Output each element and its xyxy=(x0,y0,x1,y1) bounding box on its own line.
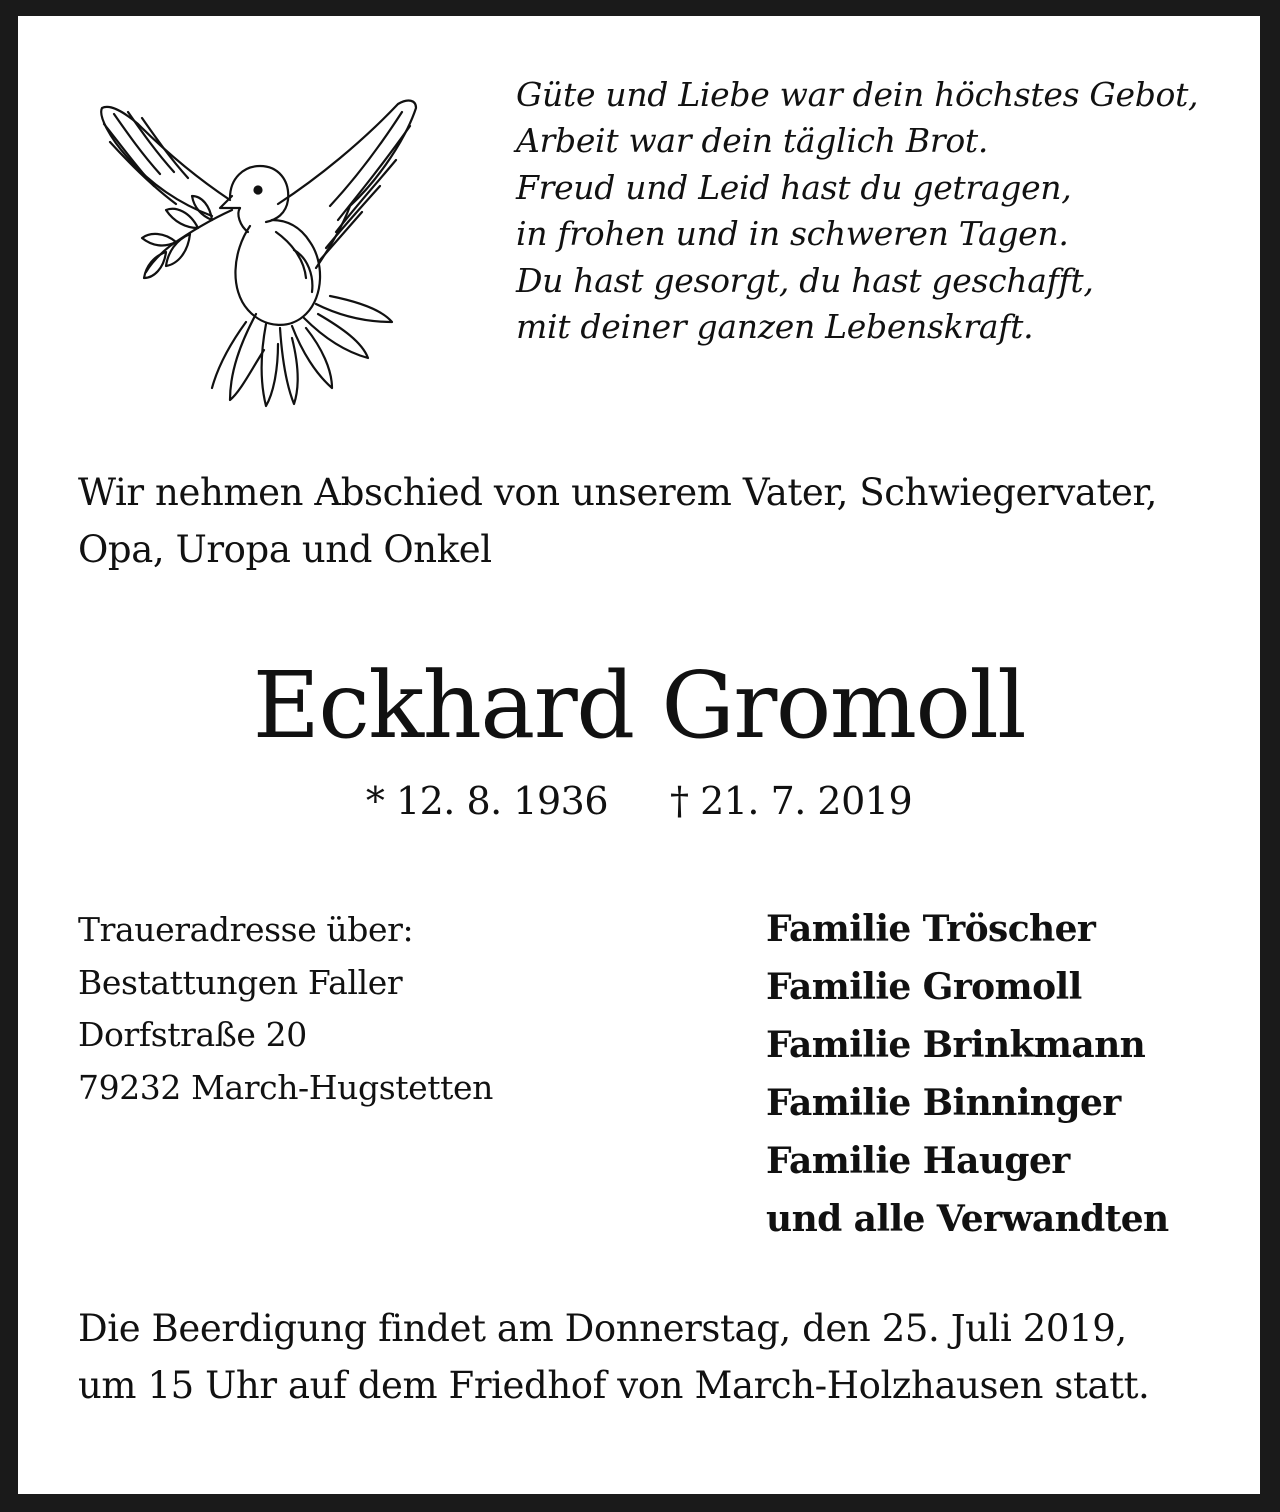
poem xyxy=(516,72,1236,350)
family-name: Familie Hauger xyxy=(766,1140,1070,1182)
mourning-families xyxy=(766,900,1246,1248)
address-line: Traueradresse über: xyxy=(78,910,414,949)
mourning-address xyxy=(78,904,638,1114)
family-name: Familie Binninger xyxy=(766,1082,1121,1124)
family-name: und alle Verwandten xyxy=(766,1198,1169,1240)
intro-line: Opa, Uropa und Onkel xyxy=(78,528,492,571)
funeral-line: Die Beerdigung findet am Donnerstag, den 25. Juli 2019, xyxy=(78,1307,1127,1350)
obituary-notice xyxy=(18,16,1260,1494)
address-line: Dorfstraße 20 xyxy=(78,1015,307,1054)
farewell-intro xyxy=(78,464,1238,578)
family-name: Familie Tröscher xyxy=(766,908,1096,950)
poem-line: Güte und Liebe war dein höchstes Gebot, xyxy=(516,75,1199,114)
intro-line: Wir nehmen Abschied von unserem Vater, Schwiegervater, xyxy=(78,471,1158,514)
address-line: Bestattungen Faller xyxy=(78,962,403,1002)
address-line: 79232 March-Hugstetten xyxy=(78,1067,493,1107)
poem-line: Du hast gesorgt, du hast geschafft, xyxy=(516,260,1094,300)
funeral-info xyxy=(78,1300,1248,1414)
death-date: † 21. 7. 2019 xyxy=(670,779,913,823)
dove-icon xyxy=(80,82,420,412)
family-name: Familie Gromoll xyxy=(766,966,1082,1008)
poem-line: mit deiner ganzen Lebenskraft. xyxy=(516,307,1034,347)
life-dates xyxy=(18,776,1260,826)
poem-line: Arbeit war dein täglich Brot. xyxy=(516,121,989,161)
poem-line: in frohen und in schweren Tagen. xyxy=(516,214,1069,254)
funeral-line: um 15 Uhr auf dem Friedhof von March-Holzhausen statt. xyxy=(78,1364,1150,1407)
birth-date: * 12. 8. 1936 xyxy=(365,779,608,823)
deceased-name: Eckhard Gromoll xyxy=(252,652,1026,759)
family-name: Familie Brinkmann xyxy=(766,1024,1146,1066)
poem-line: Freud und Leid hast du getragen, xyxy=(516,167,1072,207)
